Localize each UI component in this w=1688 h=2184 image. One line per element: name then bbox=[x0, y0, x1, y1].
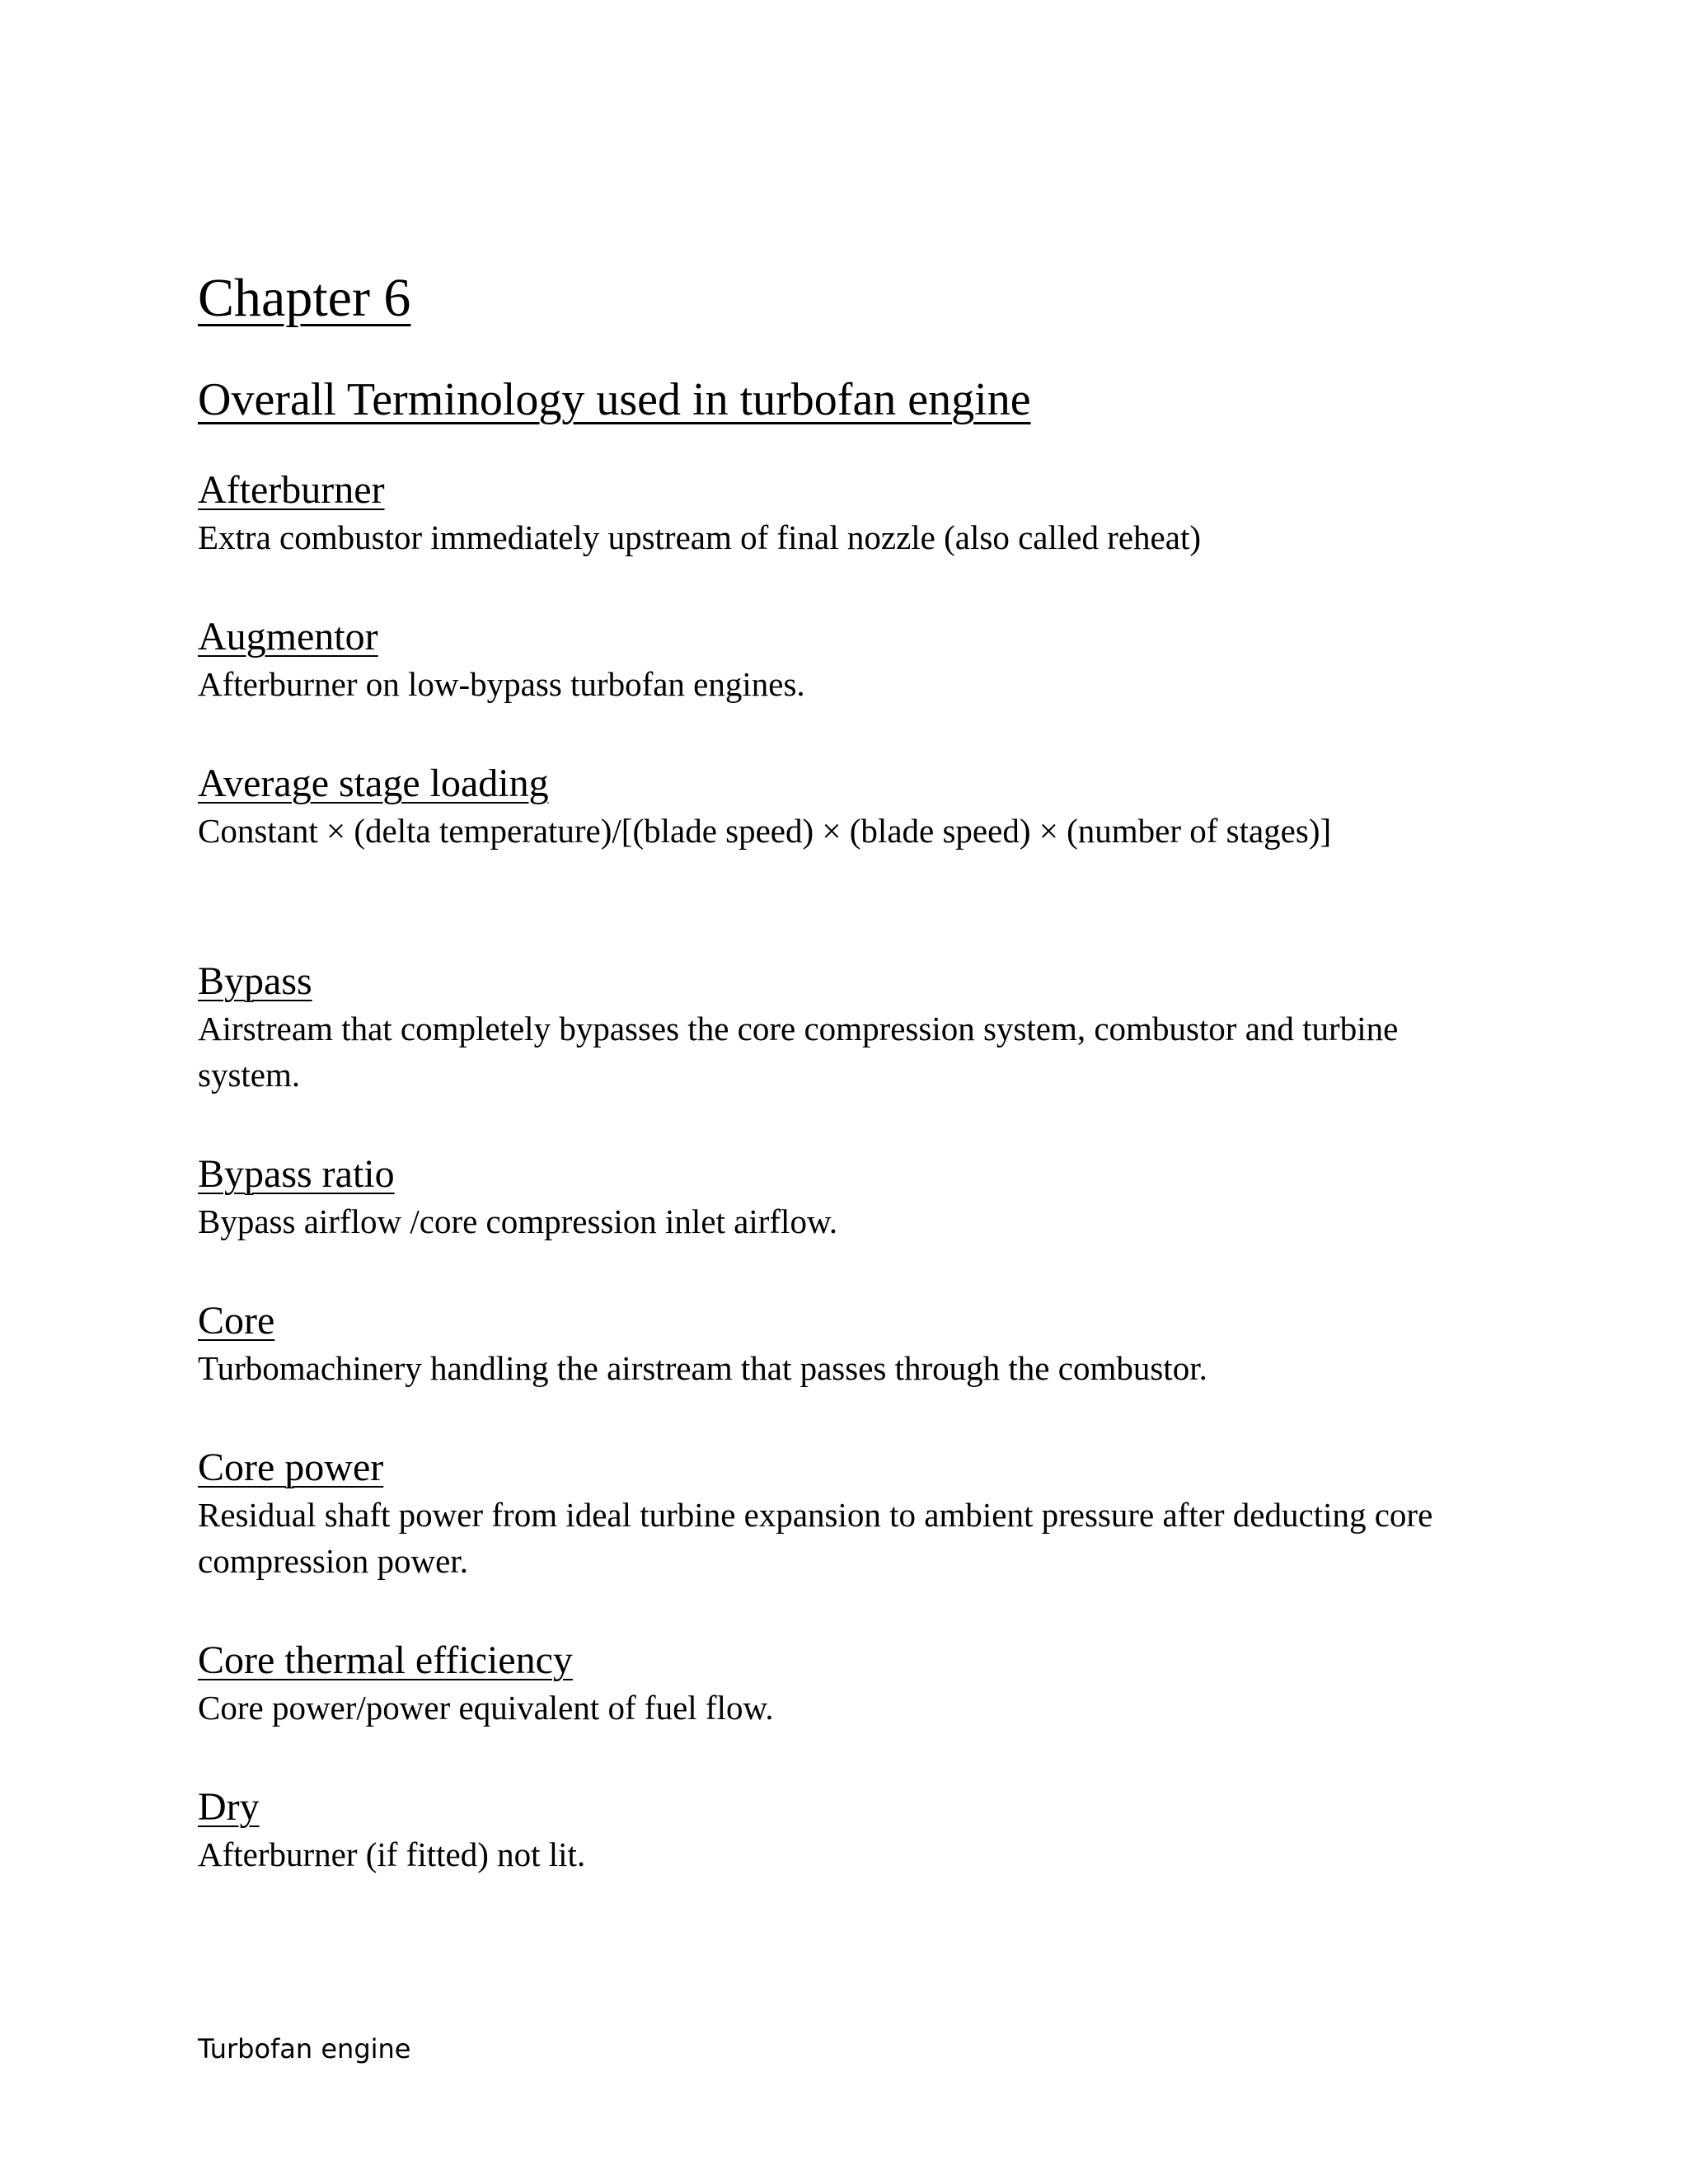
term-entry bbox=[198, 760, 1484, 854]
term-definition: Extra combustor immediately upstream of final nozzle (also called reheat) bbox=[198, 518, 1201, 556]
term-name: Augmentor bbox=[198, 615, 378, 658]
term-definition: Constant × (delta temperature)/[(blade speed) × (blade speed) × (number of stages)] bbox=[198, 812, 1332, 850]
term-name: Dry bbox=[198, 1785, 260, 1829]
term-definition: Afterburner on low-bypass turbofan engines. bbox=[198, 665, 805, 703]
term-name: Core power bbox=[198, 1446, 384, 1489]
term-definition: Airstream that completely bypasses the core compression system, combustor and turbine system. bbox=[198, 1010, 1399, 1094]
term-entry bbox=[198, 613, 1484, 707]
term-definition: Residual shaft power from ideal turbine expansion to ambient pressure after deducting core compression power. bbox=[198, 1496, 1433, 1580]
term-entry bbox=[198, 466, 1484, 560]
term-name: Average stage loading bbox=[198, 762, 549, 805]
section-title: Overall Terminology used in turbofan engine bbox=[198, 374, 1031, 425]
term-entry bbox=[198, 1444, 1484, 1584]
term-definition: Afterburner (if fitted) not lit. bbox=[198, 1835, 586, 1873]
term-definition: Core power/power equivalent of fuel flow. bbox=[198, 1689, 774, 1727]
term-definition: Bypass airflow /core compression inlet airflow. bbox=[198, 1202, 838, 1240]
term-entry bbox=[198, 958, 1484, 1098]
term-entry bbox=[198, 1783, 1484, 1877]
term-definition: Turbomachinery handling the airstream that passes through the combustor. bbox=[198, 1349, 1207, 1387]
chapter-title: Chapter 6 bbox=[198, 268, 411, 328]
term-name: Bypass bbox=[198, 959, 312, 1003]
term-entry bbox=[198, 1151, 1484, 1244]
term-name: Bypass ratio bbox=[198, 1152, 395, 1196]
page-footer: Turbofan engine bbox=[198, 2033, 411, 2064]
term-name: Afterburner bbox=[198, 468, 385, 512]
term-name: Core bbox=[198, 1299, 275, 1343]
term-entry bbox=[198, 1297, 1484, 1391]
term-name: Core thermal efficiency bbox=[198, 1638, 573, 1682]
term-entry bbox=[198, 1637, 1484, 1731]
